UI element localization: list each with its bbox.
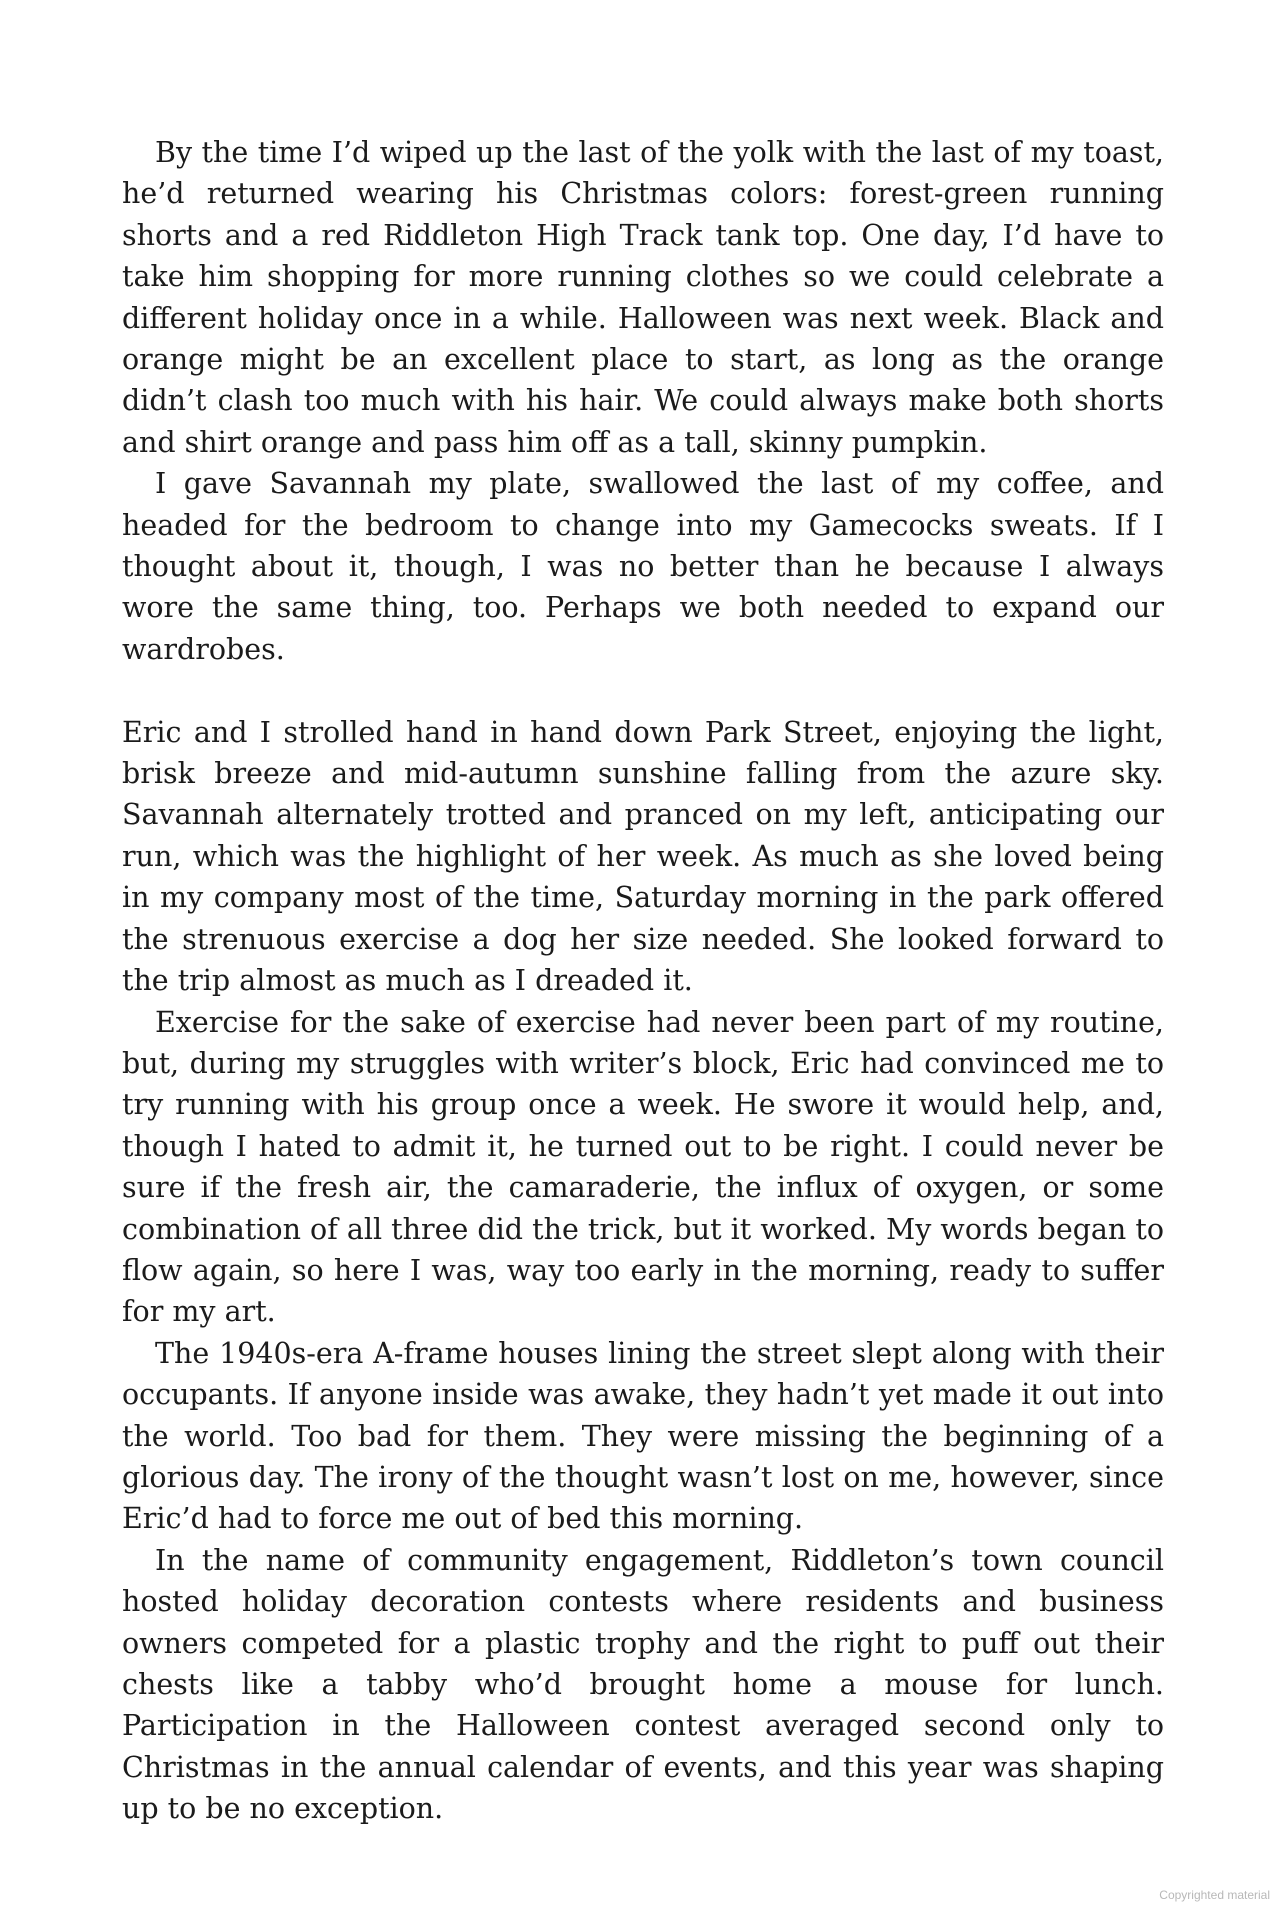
paragraph-4: Exercise for the sake of exercise had never been part of my routine, but, during my struggles with writer’s block, Eric had convinced me to try running with his group once a week. He swore it would help, and, though I hated to admit it, he turned out to be right. I could never be sure if the fresh air, the camaraderie, the influx of oxygen, or some combination of all three did the trick, but it worked. My words began to flow again, so here I was, way too early in the morning, ready to suffer for my art. — [122, 1005, 1164, 1329]
paragraph-2: I gave Savannah my plate, swallowed the last of my coffee, and headed for the bedroom to change into my Gamecocks sweats. If I thought about it, though, I was no better than he because I always wore the same thing, too. Perhaps we both needed to expand our wardrobes. — [122, 467, 1164, 666]
paragraph-5: The 1940s-era A-frame houses lining the street slept along with their occupants. If anyone inside was awake, they hadn’t yet made it out into the world. Too bad for them. They were missing the beginning of a glorious day. The irony of the thought wasn’t lost on me, however, since Eric’d had to force me out of bed this morning. — [122, 1336, 1164, 1536]
copyright-watermark: Copyrighted material — [1159, 1888, 1270, 1902]
paragraph-6: In the name of community engagement, Riddleton’s town council hosted holiday decoration contests where residents and business owners competed for a plastic trophy and the right to puff out their chests like a tabby who’d brought home a mouse for lunch. Participation in the Halloween contest averaged second only to Christmas in the annual calendar of events, and this year was shaping up to be no exception. — [122, 1543, 1164, 1826]
body-text — [122, 132, 1164, 1830]
section-break — [122, 670, 1164, 711]
paragraph-1: By the time I’d wiped up the last of the yolk with the last of my toast, he’d returned wearing his Christmas colors: forest-green running shorts and a red Riddleton High Track tank top. One day, I’d have to take him shopping for more running clothes so we could celebrate a different holiday once in a while. Halloween was next week. Black and orange might be an excellent place to start, as long as the orange didn’t clash too much with his hair. We could always make both shorts and shirt orange and pass him off as a tall, skinny pumpkin. — [122, 136, 1164, 459]
paragraph-3: Eric and I strolled hand in hand down Park Street, enjoying the light, brisk breeze and mid-autumn sunshine falling from the azure sky. Savannah alternately trotted and pranced on my left, anticipating our run, which was the highlight of her week. As much as she loved being in my company most of the time, Saturday morning in the park offered the strenuous exercise a dog her size needed. She looked forward to the trip almost as much as I dreaded it. — [122, 715, 1164, 998]
